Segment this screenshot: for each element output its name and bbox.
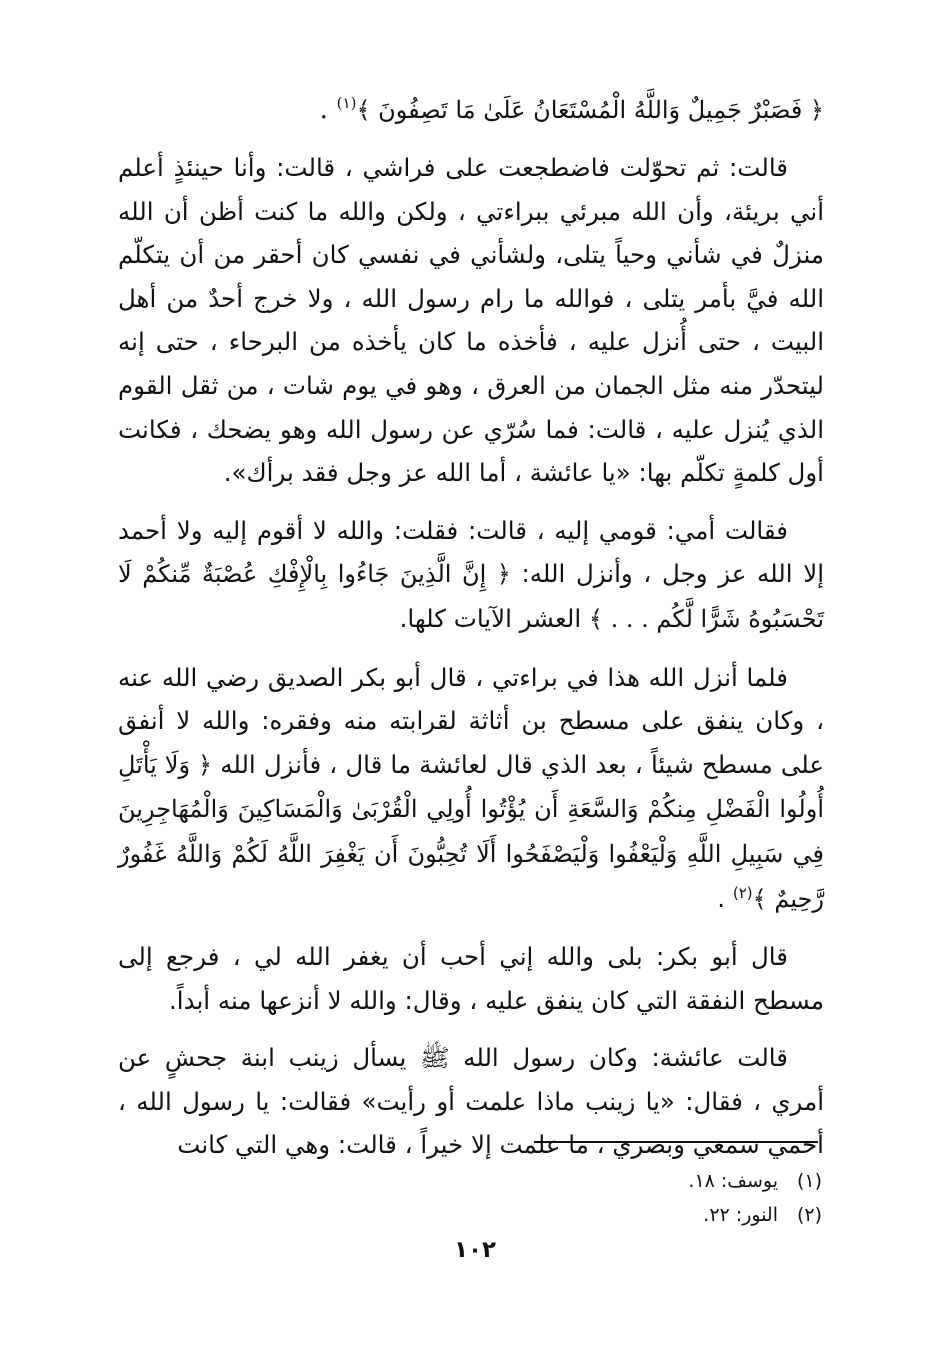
paragraph-1 bbox=[118, 146, 824, 495]
verse-quote: ﴿ وَلَا يَأْتَلِ أُولُوا الْفَضْلِ مِنكُمْ وَالسَّعَةِ أَن يُؤْتُوا أُولِي الْقُرْبَىٰ وَالْمَسَاكِينَ وَالْمُهَاجِرِينَ فِي سَبِيلِ اللَّهِ وَلْيَعْفُوا وَلْيَصْفَحُوا أَلَا تُحِبُّونَ أَن يَغْفِرَ اللَّهُ لَكُمْ وَاللَّهُ غَفُورٌ رَّحِيمٌ ﴾ bbox=[118, 750, 824, 913]
paragraph-4 bbox=[118, 935, 824, 1022]
opening-verse bbox=[118, 88, 824, 132]
footnote-reference-1: (١) bbox=[336, 94, 357, 112]
paragraph-text: العشر الآيات كلها. bbox=[399, 603, 589, 633]
paragraph-3 bbox=[118, 656, 824, 922]
paragraph-text: فقالت أمي: قومي إليه ، قالت: فقلت: والله لا أقوم إليه ولا أحمد إلا الله عز وجل ، وأنزل الله: bbox=[118, 515, 825, 589]
footnote-divider bbox=[534, 1141, 818, 1143]
verse-text: ﴿ فَصَبْرٌ جَمِيلٌ وَاللَّهُ الْمُسْتَعَانُ عَلَىٰ مَا تَصِفُونَ ﴾ bbox=[356, 96, 824, 124]
paragraph-text: قال أبو بكر: بلى والله إني أحب أن يغفر الله لي ، فرجع إلى مسطح النفقة التي كان ينفق عليه ، وقال: والله لا أنزعها منه أبداً. bbox=[118, 942, 824, 1015]
paragraph-5 bbox=[118, 1036, 824, 1167]
footnote-number: (١) bbox=[796, 1170, 822, 1192]
footnote-text: يوسف: ١٨. bbox=[688, 1170, 778, 1192]
verse-quote: ﴿ إِنَّ الَّذِينَ جَاءُوا بِالْإِفْكِ عُصْبَةٌ مِّنكُمْ لَا تَحْسَبُوهُ شَرًّا لَّكُم . . . ﴾ bbox=[118, 560, 824, 633]
page-number: ١٠٢ bbox=[453, 1237, 497, 1263]
paragraph-text: . bbox=[717, 883, 733, 913]
footnote-1 bbox=[422, 1164, 822, 1198]
verse-end-punctuation: . bbox=[319, 94, 337, 125]
footnote-reference-2: (٢) bbox=[732, 883, 753, 902]
paragraph-text: قالت: ثم تحوّلت فاضطجعت على فراشي ، قالت: وأنا حينئذٍ أعلم أني بريئة، وأن الله مبرئي ببراءتي ، ولكن والله ما كنت أظن أن الله منزلٌ في شأني وحياً يتلى، ولشأني في نفسي كان أحقر من أن يتكلّم الله فيَّ بأمر يتلى ، فوالله ما رام رسول الله ، ولا خرج أحدٌ من أهل البيت ، حتى أُنزل عليه ، فأخذه ما كان يأخذه من البرحاء ، حتى إنه ليتحدّر منه مثل الجمان من العرق ، وهو في يوم شات ، من ثقل القوم الذي يُنزل عليه ، قالت: فما سُرّي عن رسول الله وهو يضحك ، فكانت أول كلمةٍ تكلّم بها: «يا عائشة ، أما الله عز وجل فقد برأك». bbox=[118, 153, 824, 488]
footnote-text: النور: ٢٢. bbox=[703, 1204, 778, 1226]
paragraph-2 bbox=[118, 509, 824, 642]
footnotes bbox=[422, 1164, 822, 1232]
paragraph-text: فلما أنزل الله هذا في براءتي ، قال أبو بكر الصديق رضي الله عنه ، وكان ينفق على مسطح بن أثاثة لقرابته منه وفقره: والله لا أنفق على مسطح شيئاً ، بعد الذي قال لعائشة ما قال ، فأنزل الله bbox=[118, 662, 824, 779]
footnote-number: (٢) bbox=[796, 1204, 822, 1226]
footnote-2 bbox=[422, 1198, 822, 1232]
paragraph-text: قالت عائشة: وكان رسول الله ﷺ يسأل زينب ابنة جحشٍ عن أمري ، فقال: «يا زينب ماذا علمت أو رأيت» فقالت: يا رسول الله ، أحمي سمعي وبصري ، ما علمت إلا خيراً ، قالت: وهي التي كانت bbox=[118, 1043, 824, 1160]
page-body bbox=[118, 88, 824, 1181]
